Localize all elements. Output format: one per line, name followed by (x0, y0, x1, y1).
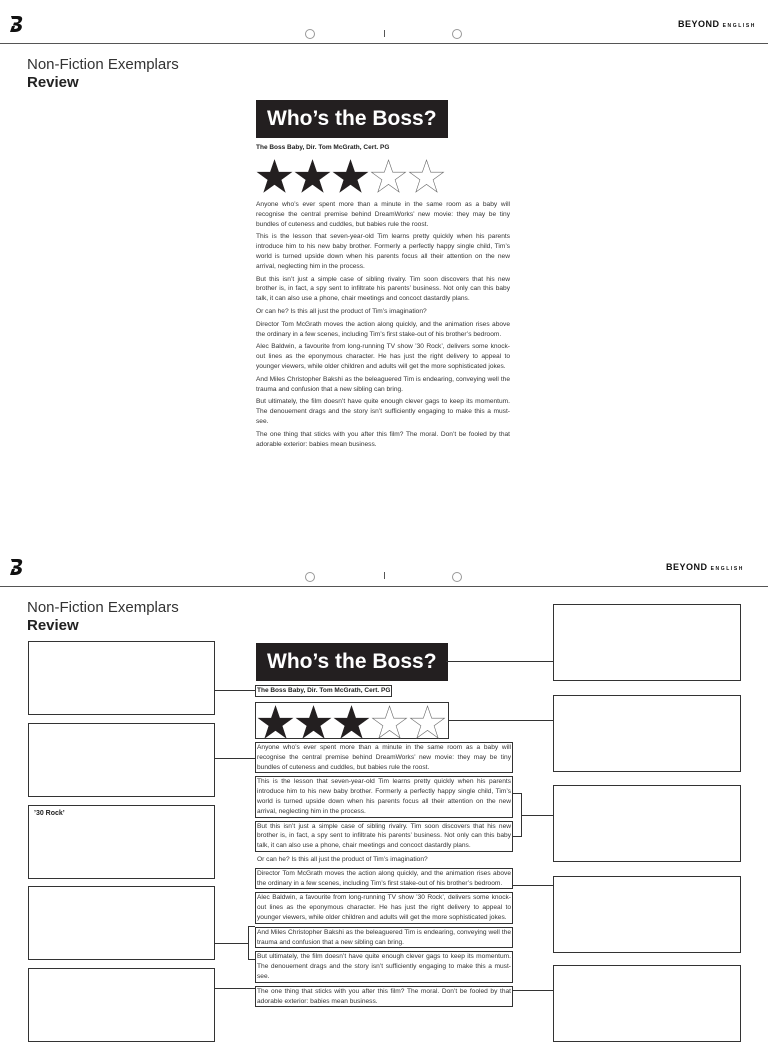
brand-name: BEYOND ENGLISH (666, 562, 744, 572)
star-rating-frame (255, 702, 449, 739)
header-rule (0, 43, 768, 44)
center-tick (384, 30, 385, 37)
star-empty-icon (371, 705, 408, 739)
annotation-box-left-1[interactable] (28, 641, 215, 715)
paragraph: The one thing that sticks with you after this film? The moral. Don’t be fooled by that adorable exterior: babies mean business. (255, 986, 513, 1008)
paragraph: Director Tom McGrath moves the action along quickly, and the animation rises above the ordinary in a few scenes, including Tim’s first stake-out of his brother’s bedroom. (256, 320, 510, 338)
paragraph: And Miles Christopher Bakshi as the beleaguered Tim is endearing, conveying well the trauma and confusion that a new sibling can bring. (255, 927, 513, 949)
connector-line (215, 690, 255, 691)
binder-hole-left (305, 29, 315, 39)
paragraph: But this isn’t just a simple case of sibling rivalry. Tim soon discovers that his new brother is, in fact, a spy sent to infiltrate his parents’ business. Not only can this baby talk, it can also use a phone, chair meetings and concoct dastardly plans. (256, 275, 510, 303)
star-empty-icon (370, 159, 407, 193)
star-empty-icon (408, 159, 445, 193)
binder-hole-right (452, 29, 462, 39)
connector-line (521, 815, 553, 816)
paragraph: Anyone who’s ever spent more than a minute in the same room as a baby will recognise the central premise behind DreamWorks’ new movie: they may be tiny bundles of cuteness and cuddles, but babies rule the roost. (256, 201, 510, 228)
annotation-box-right-5[interactable] (553, 965, 741, 1042)
star-filled-icon (294, 159, 331, 193)
connector-line (446, 661, 553, 662)
connector-line (215, 758, 255, 759)
annotation-box-right-3[interactable] (553, 785, 741, 862)
annotation-box-left-5[interactable] (28, 968, 215, 1042)
series-title: Non-Fiction Exemplars (27, 599, 179, 616)
paragraph: The one thing that sticks with you after this film? The moral. Don’t be fooled by that adorable exterior: babies mean business. (256, 430, 510, 448)
connector-line (513, 885, 553, 886)
paragraph: But ultimately, the film doesn’t have quite enough clever gags to keep its momentum. The denouement drags and the story isn’t sufficiently engaging to make this a must-see. (256, 398, 510, 425)
star-filled-icon (333, 705, 370, 739)
paragraph: Anyone who’s ever spent more than a minute in the same room as a baby will recognise the central premise behind DreamWorks’ new movie: they may be tiny bundles of cuteness and cuddles, but babies rule the roost. (255, 742, 513, 773)
connector-line (513, 793, 521, 794)
paragraph: Alec Baldwin, a favourite from long-running TV show ’30 Rock’, delivers some knock-out lines as the eponymous character. He has just the right delivery to appeal to younger viewers, while older children and adults will get the more sophisticated jokes. (255, 892, 513, 923)
annotation-box-right-1[interactable] (553, 604, 741, 681)
article-body (256, 200, 510, 449)
star-filled-icon (257, 705, 294, 739)
paragraph: But ultimately, the film doesn’t have quite enough clever gags to keep its momentum. The denouement drags and the story isn’t sufficiently engaging to make this a must-see. (255, 951, 513, 982)
beyond-b-logo-icon (10, 15, 24, 33)
star-rating (256, 159, 445, 193)
center-tick (384, 572, 385, 579)
article-byline: The Boss Baby, Dir. Tom McGrath, Cert. PG (255, 685, 392, 697)
page-1 (0, 0, 768, 512)
annotation-box-left-2[interactable] (28, 723, 215, 797)
paragraph: And Miles Christopher Bakshi as the beleaguered Tim is endearing, conveying well the trauma and confusion that a new sibling can bring. (256, 375, 510, 393)
article-byline: The Boss Baby, Dir. Tom McGrath, Cert. PG (256, 144, 390, 151)
annotation-label: ’30 Rock’ (34, 810, 65, 817)
connector-line (513, 990, 553, 991)
article-body (255, 742, 513, 1007)
paragraph: Alec Baldwin, a favourite from long-running TV show ’30 Rock’, delivers some knock-out lines as the eponymous character. He has just the right delivery to appeal to younger viewers, while older children and adults will get the more sophisticated jokes. (256, 343, 510, 370)
connector-line (215, 988, 255, 989)
star-filled-icon (332, 159, 369, 193)
star-filled-icon (295, 705, 332, 739)
series-title: Non-Fiction Exemplars (27, 56, 179, 73)
article-title: Who’s the Boss? (256, 100, 448, 138)
connector-line (449, 720, 553, 721)
annotation-box-right-2[interactable] (553, 695, 741, 772)
article-title: Who’s the Boss? (256, 643, 448, 681)
connector-line (513, 836, 521, 837)
paragraph: But this isn’t just a simple case of sibling rivalry. Tim soon discovers that his new brother is, in fact, a spy sent to infiltrate his parents’ business. Not only can this baby talk, it can also use a phone, chair meetings and concoct dastardly plans. (255, 821, 513, 852)
paragraph: Or can he? Is this all just the product of Tim’s imagination? (256, 307, 427, 315)
header-rule (0, 586, 768, 587)
annotation-box-right-4[interactable] (553, 876, 741, 953)
annotation-box-left-3[interactable] (28, 805, 215, 879)
paragraph: Or can he? Is this all just the product of Tim’s imagination? (257, 855, 428, 863)
binder-hole-right (452, 572, 462, 582)
annotation-box-left-4[interactable] (28, 886, 215, 960)
brand-name: BEYOND ENGLISH (678, 19, 756, 29)
beyond-b-logo-icon (10, 558, 24, 576)
binder-hole-left (305, 572, 315, 582)
star-rating (257, 705, 447, 739)
star-empty-icon (409, 705, 446, 739)
connector-line (215, 943, 248, 944)
paragraph: This is the lesson that seven-year-old Tim learns pretty quickly when his parents introduce him to his new baby brother. Formerly a perfectly happy single child, Tim’s world is turned upside down when his parents focus all their attention on the new arrival, neglecting him in the process. (255, 776, 513, 817)
paragraph: This is the lesson that seven-year-old Tim learns pretty quickly when his parents introduce him to his new baby brother. Formerly a perfectly happy single child, Tim’s world is turned upside down when his parents focus all their attention on the new arrival, neglecting him in the process. (256, 233, 510, 270)
page-subtitle: Review (27, 74, 79, 91)
page-2 (0, 543, 768, 1024)
connector-line (248, 959, 255, 960)
connector-line (248, 926, 249, 960)
page-subtitle: Review (27, 617, 79, 634)
star-filled-icon (256, 159, 293, 193)
connector-line (248, 926, 255, 927)
paragraph: Director Tom McGrath moves the action along quickly, and the animation rises above the ordinary in a few scenes, including Tim’s first stake-out of his brother’s bedroom. (255, 868, 513, 890)
